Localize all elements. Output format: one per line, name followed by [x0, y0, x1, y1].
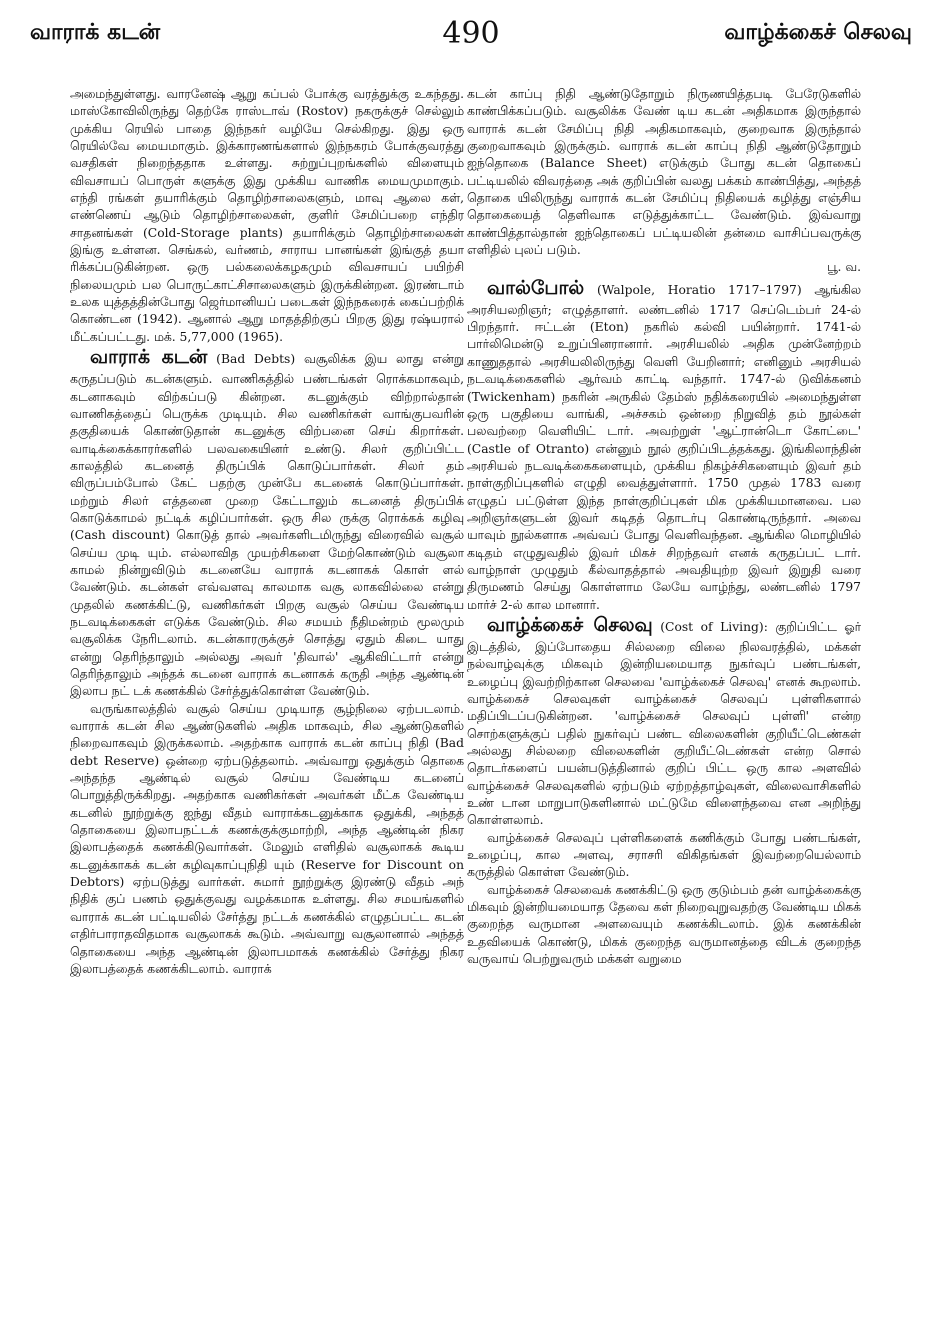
paragraph-cost-indices: வாழ்க்கைச் செலவுப் புள்ளிகளைக் கணிக்கும் போது பண்டங்கள், உழைப்பு, கால அளவு, சராசரி விகிதங்கள் இவற்றையெல்லாம் கருத்தில் கொள்ள வேண்டும்.: [467, 830, 861, 880]
entry-text-cost-of-living: (Cost of Living): குறிப்பிட்ட ஓர் இடத்தில், இப்போதைய சில்லறை விலை நிலவரத்தில், மக்கள் நல்வாழ்வுக்கு மிகவும் இன்றியமையாத நுகர்வுப் பண்டங்கள், உழைப்பு இவற்றிற்கான செலவை 'வாழ்க்கைச் செலவு' எனக் கூறலாம். வாழ்க்கைச் செலவுகள் வாழ்க்கைச் செலவுப் புள்ளிகளால் மதிப்பிடப்படுகின்றன. 'வாழ்க்கைச் செலவுப் புள்ளி' என்ற சொற்களுக்குப் பதில் நுகர்வுப் பண்ட விலைகளின் குறியீட்டெண்கள் அல்லது சில்லறை விலைகளின் குறியீட்டெண்கள் என்ற சொல் தொடர்களைப் பயன்படுத்தினால் குறிப் பிட்ட ஒரு கால அளவில் வாழ்க்கைச் செலவுகளில் ஏற்படும் ஏற்றத்தாழ்வுகள், விலைவாசிகளில் உண் டான மாறுபாடுகளினால் மட்டுமே விளைந்தவை என அறிந்து கொள்ளலாம்.: [467, 619, 861, 828]
entry-bad-debts: [70, 346, 464, 701]
paragraph-voronezh: அமைந்துள்ளது. வாரனேஷ் ஆறு கப்பல் போக்கு வரத்துக்கு உகந்தது. மாஸ்கோவிலிருந்து தெற்கே ராஸ்டாவ் (Rostov) நகருக்குச் செல்லும் முக்கிய ரெயில் பாதை இந்நகர் வழியே செல்கிறது. இது ஒரு ரெயில்வே மையமாகும். இக்காரணங்களால் இந்நகரம் போக்குவரத்து வசதிகள் நிறைந்ததாக உள்ளது. சுற்றுப்புறங்களில் விளையும் விவசாயப் பொருள் களுக்கு இது முக்கிய வாணிக மையமுமாகும். எந்தி ரங்கள் தயாரிக்கும் தொழிற்சாலைகளும், மாவு ஆலை கள், எண்ணெய் ஆடும் தொழிற்சாலைகள், குளிர் சேமிப்பறை எந்திர சாதனங்கள் (Cold-Storage plants) தயாரிக்கும் தொழிற்சாலைகள் இங்கு உள்ளன. செங்கல், வர்ணம், சாராய பானங்கள் இங்குத் தயா ரிக்கப்படுகின்றன. ஒரு பல்கலைக்கழகமும் விவசாயப் பயிற்சி நிலையமும் பல பொருட்காட்சிசாலைகளும் இருக்கின்றன. இரண்டாம் உலக யுத்தத்தின்போது ஜெர்மானியப் படைகள் இந்நகரைக் கைப்பற்றிக் கொண்டன (1942). ஆனால் ஆறு மாதத்திற்குப் பிறகு இது ரஷ்யரால் மீட்கப்பட்டது. மக். 5,77,000 (1965).: [70, 87, 464, 344]
paragraph-reserve-continued: கடன் காப்பு நிதி ஆண்டுதோறும் நிருணயித்தபடி பேரேடுகளில் காண்பிக்கப்படும். வசூலிக்க வேண் டிய கடன் அதிகமாக இருந்தால் வாராக் கடன் சேமிப்பு நிதி அதிகமாகவும், குறைவாக இருந்தால் குறைவாகவும் இருக்கும். வாராக் கடன் காப்பு நிதி ஆண்டுதோறும் ஐந்தொகை (Balance Sheet) எடுக்கும் போது கடன் தொகைப் பட்டியலில் விவரத்தை அக் குறிப்பின் வலது பக்கம் காண்பித்து, அந்தத் தொகை யிலிருந்து வாராக் கடன் சேமிப்பு நிதியைக் கழித்து எஞ்சிய தொகையைத் தெளிவாக எடுத்துக்காட்ட வேண்டும். இவ்வாறு காண்பித்தால்தான் ஐந்தொகைப் பட்டியலின் தன்மை வாசிப்பவருக்கு எளிதில் புலப் படும்.: [467, 87, 861, 258]
entry-walpole: [467, 277, 861, 614]
right-column: [467, 86, 861, 1331]
entry-text-walpole: (Walpole, Horatio 1717–1797) ஆங்கில அரசியலறிஞர்; எழுத்தாளர். லண்டனில் 1717 செப்டெம்பர் 24-ல் பிறந்தார். ஈட்டன் (Eton) நகரில் கல்வி பயின்றார். 1741-ல் பார்லிமென்டு உறுப்பினரானார். அரசியலில் அதிக முன்னேற்றம் காணுததால் அரசியலிலிருந்து வெளி யேறினார்; எனினும் அரசியல் நடவடிக்கைகளில் ஆர்வம் காட்டி வந்தார். 1747-ல் டுவிக்கனம் (Twickenham) நகரின் அருகில் தேம்ஸ் நதிக்கரையில் அமைந்துள்ள ஒரு பகுதியை வாங்கி, அச்சகம் ஒன்றை நிறுவித் தம் நூல்கள் பலவற்றை வெளியிட் டார். அவற்றுள் 'ஆட்ரான்டொ கோட்டை' (Castle of Otranto) என்னும் நூல் குறிப்பிடத்தக்கது. இங்கிலாந்தின் அரசியல் நடவடிக்கைகளையும், முக்கிய நிகழ்ச்சிகளையும் இவர் தம் நாள்குறிப்புகளில் எழுதி வைத்துள்ளார். 1750 முதல் 1783 வரை எழுதப் பட்டுள்ள இந்த நாள்குறிப்புகள் மிக முக்கியமானவை. பல அறிஞர்களுடன் இவர் கடிதத் தொடர்பு கொண்டிருந்தார். அவை யாவும் நூல்களாக அவ்வப் போது வெளிவந்தன. ஆங்கில மொழியில் கடிதம் எழுதுவதில் இவர் மிகச் சிறந்தவர் எனக் கருதப்பட் டார். வாழ்நாள் முழுதும் கீல்வாதத்தால் அவதியுற்ற இவர் இறுதி வரை திருமணம் செய்து கொள்ளாம லேயே வாழ்ந்து, லண்டனில் 1797 மார்ச் 2-ல் கால மானார்.: [467, 282, 861, 612]
entry-heading-cost-of-living: வாழ்க்கைச் செலவு: [487, 613, 653, 636]
running-head-right: வாழ்க்கைச் செலவு: [724, 20, 912, 45]
entry-text-bad-debts: (Bad Debts) வசூலிக்க இய லாது என்று கருதப்படும் கடன்களும். வாணிகத்தில் பண்டங்கள் ரொக்கமாகவும், கடனாகவும் விற்கப்படு கின்றன. கடனுக்கும் விற்றால்தான் வாணிகத்தைப் பெருக்க முடியும். சில வணிகர்கள் வாங்குபவரின் தகுதியைக் கொண்டுதான் கடனுக்கு விற்பனை செய் கிறார்கள். வாடிக்கைக்காரர்களில் பலவகையினர் உண்டு. சிலர் குறிப்பிட்ட காலத்தில் கடனைத் திருப்பிக் கொடுப்பார்கள். சிலர் தம் விருப்பம்போல் கேட் பதற்கு முன்பே கடனைக் கொடுப்பார்கள். மற்றும் சிலர் எத்தனை முறை கேட்டாலும் கடனைத் திருப்பிக் கொடுக்காமல் நட்டிக் கழிப்பார்கள். ஒரு சில ருக்கு ரொக்கக் கழிவு (Cash discount) கொடுத் தால் அவர்களிடமிருந்து விரைவில் வசூல் செய்ய முடி யும். எல்லாவித முயற்சிகளை மேற்கொண்டும் வசூலா காமல் நின்றுவிடும் கடனையே வாராக் கடனாகக் கொள் ளல் வேண்டும். கடன்கள் எவ்வளவு காலமாக வசூ லாகவில்லை என்று முதலில் கணக்கிட்டு, வணிகர்கள் பிறகு வசூல் செய்ய வேண்டிய நடவடிக்கைகள் எடுக்க வேண்டும். சில சமயம் நீதிமன்றம் மூலமும் வசூலிக்க நேரிடலாம். கடன்காரருக்குச் சொத்து ஏதும் கிடை யாது என்று தெரிந்தாலும் அல்லது அவர் 'திவால்' ஆகிவிட்டார் என்று தெரிந்தாலும் அந்தக் கடனை வாராக் கடனாகக் கருதி அந்த ஆண்டின் இலாப நட் டக் கணக்கில் சேர்த்துக்கொள்ள வேண்டும்.: [70, 352, 464, 699]
page-number: 490: [442, 16, 500, 51]
paragraph-bad-debt-reserve: வருங்காலத்தில் வசூல் செய்ய முடியாத சூழ்நிலை ஏற்படலாம். வாராக் கடன் சில ஆண்டுகளில் அதிக மாகவும், சில ஆண்டுகளில் நிறைவாகவும் இருக்கலாம். அதற்காக வாராக் கடன் காப்பு நிதி (Bad debt Reserve) ஒன்றை ஏற்படுத்தலாம். அவ்வாறு ஒதுக்கும் தொகை அந்தந்த ஆண்டில் வசூல் செய்ய வேண்டிய கடனைப் பொறுத்திருக்கிறது. அதற்காக வணிகர்கள் அவர்கள் மீட்க வேண்டிய கடனில் நூற்றுக்கு ஐந்து வீதம் வாராக்கடனுக்காக ஒதுக்கி, அந்தத் தொகையை இலாபநட்டக் கணக்குக்குமாற்றி, அந்த ஆண்டின் நிகர இலாபத்தைக் கணக்கிடுவார்கள். மேலும் எளிதில் வசூலாகக் கூடிய கடனுக்காகக் கடன் கழிவுகாப்புநிதி யும் (Reserve for Discount on Debtors) ஏற்படுத்து வார்கள். சுமார் நூற்றுக்கு இரண்டு வீதம் அந் நிதிக் குப் பணம் ஒதுக்குவது வழக்கமாக உள்ளது. சில சமயங்களில் வாராக் கடன் பட்டியலில் சேர்த்து நட்டக் கணக்கில் எழுதப்பட்ட கடன் எதிர்பாராதவிதமாக வசூலாகக் கூடும். அவ்வாறு வசூலானால் அந்தத் தொகையை அந்த ஆண்டின் இலாபமாகக் கணக்கில் சேர்த்து நிகர இலாபத்தைக் கணக்கிடலாம். வாராக்: [70, 701, 464, 976]
left-column: [70, 86, 464, 1331]
entry-heading-bad-debts: வாராக் கடன்: [90, 346, 208, 369]
paragraph-family-income: வாழ்க்கைச் செலவைக் கணக்கிட்டு ஒரு குடும்பம் தன் வாழ்க்கைக்கு மிகவும் இன்றியமையாத தேவை கள் நிறைவுறுவதற்கு வேண்டிய மிகக் குறைந்த வருமான அளவையும் கணக்கிடலாம். இக் கணக்கின் உதவியைக் கொண்டு, மிகக் குறைந்த வருமானத்தை விடக் குறைந்த வருவாய் பெற்றுவரும் மக்கள் வறுமை: [467, 882, 861, 967]
running-head-left: வாராக் கடன்: [30, 20, 161, 45]
entry-heading-walpole: வால்போல்: [487, 276, 585, 299]
page-header: [30, 16, 912, 56]
author-signature: பூ. வ.: [827, 260, 861, 275]
entry-cost-of-living: [467, 614, 861, 830]
